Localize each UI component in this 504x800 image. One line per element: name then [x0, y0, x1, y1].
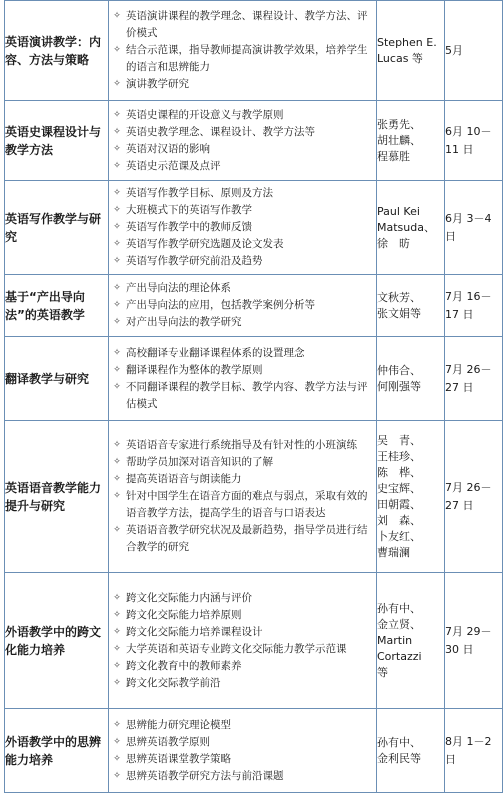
list-item — [109, 158, 376, 175]
course-title: 英语写作教学与研究 — [5, 181, 109, 275]
course-title: 英语史课程设计与教学方法 — [5, 101, 109, 181]
course-title: 英语演讲教学：内容、方法与策略 — [5, 1, 109, 101]
table-row — [5, 181, 503, 275]
point-text: 英语写作教学研究前沿及趋势 — [126, 255, 263, 267]
list-item — [109, 751, 376, 768]
point-text: 翻译课程作为整体的教学原则 — [126, 363, 263, 376]
sparkle-bullet-icon: ✧ — [113, 381, 121, 392]
point-text: 英语对汉语的影响 — [126, 142, 210, 155]
list-item — [109, 42, 376, 76]
lecturer-name: 曹瑞澜 — [377, 545, 410, 559]
lecturer-name: 胡壮麟、 — [377, 133, 421, 147]
date-cell: 8月 1－2 日 — [445, 709, 503, 793]
sparkle-bullet-icon: ✧ — [113, 474, 121, 484]
table-row — [5, 709, 503, 793]
sparkle-bullet-icon: ✧ — [113, 609, 121, 620]
lecturer-name: 史宝辉、 — [377, 481, 421, 495]
sparkle-bullet-icon: ✧ — [113, 256, 121, 266]
sparkle-bullet-icon: ✧ — [113, 188, 121, 198]
list-item — [109, 141, 376, 158]
sparkle-bullet-icon: ✧ — [113, 143, 121, 154]
sparkle-bullet-icon: ✧ — [113, 457, 121, 467]
list-item — [109, 768, 376, 785]
course-title: 外语教学中的跨文化能力培养 — [5, 573, 109, 709]
sparkle-bullet-icon: ✧ — [113, 11, 121, 21]
content-points-list — [109, 717, 376, 785]
point-text: 不同翻译课程的教学目标、教学内容、教学方法与评估模式 — [126, 380, 368, 410]
course-content — [109, 181, 377, 275]
lecturer-cell — [377, 101, 445, 181]
point-text: 跨文化交际能力内涵与评价 — [126, 591, 252, 604]
list-item — [109, 658, 376, 675]
sparkle-bullet-icon: ✧ — [113, 300, 121, 310]
point-text: 帮助学员加深对语音知识的了解 — [126, 456, 273, 468]
content-points-list — [109, 280, 376, 331]
lecturer-name: 王桂珍、 — [377, 449, 421, 463]
list-item — [109, 437, 376, 454]
point-text: 英语语音专家进行系统指导及有针对性的小班演练 — [126, 439, 357, 451]
lecturer-cell — [377, 275, 445, 337]
content-points-list — [109, 345, 376, 413]
point-text: 英语写作教学研究选题及论文发表 — [126, 238, 284, 250]
sparkle-bullet-icon: ✧ — [113, 525, 121, 535]
date-cell: 7月 26－27 日 — [445, 337, 503, 421]
course-title: 基于“产出导向法”的英语教学 — [5, 275, 109, 337]
lecturer-name: 刘 森、 — [377, 513, 421, 527]
list-item — [109, 124, 376, 141]
lecturer-name: Cortazzi — [377, 649, 422, 663]
point-text: 演讲教学研究 — [126, 78, 189, 90]
course-title: 英语语音教学能力提升与研究 — [5, 421, 109, 573]
list-item — [109, 236, 376, 253]
list-item — [109, 8, 376, 42]
lecturer-cell — [377, 1, 445, 101]
point-text: 英语史示范课及点评 — [126, 159, 221, 172]
lecturer-name: 程慕胜 — [377, 149, 410, 163]
sparkle-bullet-icon: ✧ — [113, 753, 121, 764]
sparkle-bullet-icon: ✧ — [113, 660, 121, 671]
course-title: 翻译教学与研究 — [5, 337, 109, 421]
point-text: 高校翻译专业翻译课程体系的设置理念 — [126, 346, 305, 359]
lecturer-name: 仲伟合、 — [377, 363, 421, 377]
course-schedule-table — [4, 0, 503, 793]
table-row — [5, 573, 503, 709]
lecturer-name: 田朝霞、 — [377, 497, 421, 511]
point-text: 跨文化交际教学前沿 — [126, 676, 221, 689]
list-item — [109, 107, 376, 124]
date-cell: 5月 — [445, 1, 503, 101]
point-text: 思辨英语教学原则 — [126, 735, 210, 748]
point-text: 英语史教学理念、课程设计、教学方法等 — [126, 125, 315, 138]
lecturer-name: Paul Kei — [377, 204, 420, 218]
lecturer-name: 金立贤、 — [377, 617, 421, 631]
list-item — [109, 590, 376, 607]
point-text: 英语写作教学目标、原则及方法 — [126, 187, 273, 199]
point-text: 英语演讲课程的教学理念、课程设计、教学方法、评价模式 — [126, 10, 368, 39]
content-points-list — [109, 8, 376, 93]
lecturer-name: 张文娟等 — [377, 306, 421, 320]
sparkle-bullet-icon: ✧ — [113, 317, 121, 327]
list-item — [109, 471, 376, 488]
sparkle-bullet-icon: ✧ — [113, 222, 121, 232]
sparkle-bullet-icon: ✧ — [113, 205, 121, 215]
content-points-list — [109, 185, 376, 270]
lecturer-name: 文秋芳、 — [377, 290, 421, 304]
table-row — [5, 421, 503, 573]
lecturer-cell — [377, 337, 445, 421]
date-cell: 6月 10－11 日 — [445, 101, 503, 181]
sparkle-bullet-icon: ✧ — [113, 347, 121, 358]
sparkle-bullet-icon: ✧ — [113, 626, 121, 637]
sparkle-bullet-icon: ✧ — [113, 160, 121, 171]
point-text: 英语写作教学中的教师反馈 — [126, 221, 252, 233]
lecturer-cell — [377, 709, 445, 793]
list-item — [109, 314, 376, 331]
list-item — [109, 522, 376, 556]
sparkle-bullet-icon: ✧ — [113, 126, 121, 137]
course-title: 外语教学中的思辨能力培养 — [5, 709, 109, 793]
course-content — [109, 573, 377, 709]
date-cell: 7月 26－27 日 — [445, 421, 503, 573]
sparkle-bullet-icon: ✧ — [113, 109, 121, 120]
course-content — [109, 421, 377, 573]
table-row — [5, 101, 503, 181]
point-text: 产出导向法的理论体系 — [126, 282, 231, 294]
course-content — [109, 275, 377, 337]
point-text: 思辨英语课堂教学策略 — [126, 752, 231, 765]
list-item — [109, 379, 376, 413]
list-item — [109, 607, 376, 624]
point-text: 跨文化交际能力培养原则 — [126, 608, 242, 621]
point-text: 提高英语语音与朗读能力 — [126, 473, 242, 485]
sparkle-bullet-icon: ✧ — [113, 45, 121, 55]
list-item — [109, 219, 376, 236]
lecturer-name: 何刚强等 — [377, 379, 421, 393]
list-item — [109, 345, 376, 362]
course-content — [109, 337, 377, 421]
list-item — [109, 362, 376, 379]
point-text: 结合示范课，指导教师提高演讲教学效果，培养学生的语言和思辨能力 — [126, 44, 368, 73]
lecturer-cell — [377, 421, 445, 573]
point-text: 思辨能力研究理论模型 — [126, 718, 231, 731]
course-content — [109, 1, 377, 101]
sparkle-bullet-icon: ✧ — [113, 677, 121, 688]
sparkle-bullet-icon: ✧ — [113, 719, 121, 730]
table-row — [5, 1, 503, 101]
list-item — [109, 624, 376, 641]
lecturer-name: 金利民等 — [377, 751, 421, 765]
point-text: 跨文化交际能力培养课程设计 — [126, 625, 263, 638]
lecturer-name: Martin — [377, 633, 413, 647]
sparkle-bullet-icon: ✧ — [113, 239, 121, 249]
table-row — [5, 337, 503, 421]
lecturer-cell — [377, 573, 445, 709]
lecturer-name: Stephen E. Lucas 等 — [377, 35, 437, 65]
date-cell: 7月 29－30 日 — [445, 573, 503, 709]
sparkle-bullet-icon: ✧ — [113, 770, 121, 781]
table-row — [5, 275, 503, 337]
point-text: 英语史课程的开设意义与教学原则 — [126, 108, 284, 121]
sparkle-bullet-icon: ✧ — [113, 643, 121, 654]
content-points-list — [109, 590, 376, 692]
sparkle-bullet-icon: ✧ — [113, 364, 121, 375]
sparkle-bullet-icon: ✧ — [113, 491, 121, 501]
list-item — [109, 297, 376, 314]
point-text: 思辨英语教学研究方法与前沿课题 — [126, 769, 284, 782]
point-text: 跨文化教育中的教师素养 — [126, 659, 242, 672]
point-text: 产出导向法的应用，包括教学案例分析等 — [126, 299, 315, 311]
list-item — [109, 280, 376, 297]
list-item — [109, 717, 376, 734]
list-item — [109, 454, 376, 471]
sparkle-bullet-icon: ✧ — [113, 736, 121, 747]
lecturer-name: 等 — [377, 665, 388, 679]
course-content — [109, 709, 377, 793]
content-points-list — [109, 437, 376, 556]
lecturer-name: 张勇先、 — [377, 117, 421, 131]
list-item — [109, 202, 376, 219]
content-points-list — [109, 107, 376, 175]
point-text: 对产出导向法的教学研究 — [126, 316, 242, 328]
sparkle-bullet-icon: ✧ — [113, 283, 121, 293]
point-text: 针对中国学生在语音方面的难点与弱点，采取有效的语音教学方法，提高学生的语音与口语表达 — [126, 490, 368, 519]
date-cell: 7月 16－17 日 — [445, 275, 503, 337]
sparkle-bullet-icon: ✧ — [113, 440, 121, 450]
point-text: 英语语音教学研究状况及最新趋势，指导学员进行结合教学的研究 — [126, 524, 368, 553]
lecturer-name: 陈 桦、 — [377, 465, 421, 479]
lecturer-cell — [377, 181, 445, 275]
list-item — [109, 488, 376, 522]
lecturer-name: 徐 昉 — [377, 236, 410, 250]
course-content — [109, 101, 377, 181]
date-cell: 6月 3－4 日 — [445, 181, 503, 275]
lecturer-name: Matsuda、 — [377, 220, 435, 234]
point-text: 大学英语和英语专业跨文化交际能力教学示范课 — [126, 642, 347, 655]
list-item — [109, 734, 376, 751]
point-text: 大班模式下的英语写作教学 — [126, 204, 252, 216]
list-item — [109, 76, 376, 93]
lecturer-name: 孙有中、 — [377, 735, 421, 749]
list-item — [109, 185, 376, 202]
list-item — [109, 675, 376, 692]
lecturer-name: 孙有中、 — [377, 601, 421, 615]
list-item — [109, 253, 376, 270]
schedule-body — [5, 1, 503, 793]
sparkle-bullet-icon: ✧ — [113, 592, 121, 603]
list-item — [109, 641, 376, 658]
sparkle-bullet-icon: ✧ — [113, 79, 121, 89]
lecturer-name: 吴 青、 — [377, 433, 421, 447]
lecturer-name: 卜友红、 — [377, 529, 421, 543]
